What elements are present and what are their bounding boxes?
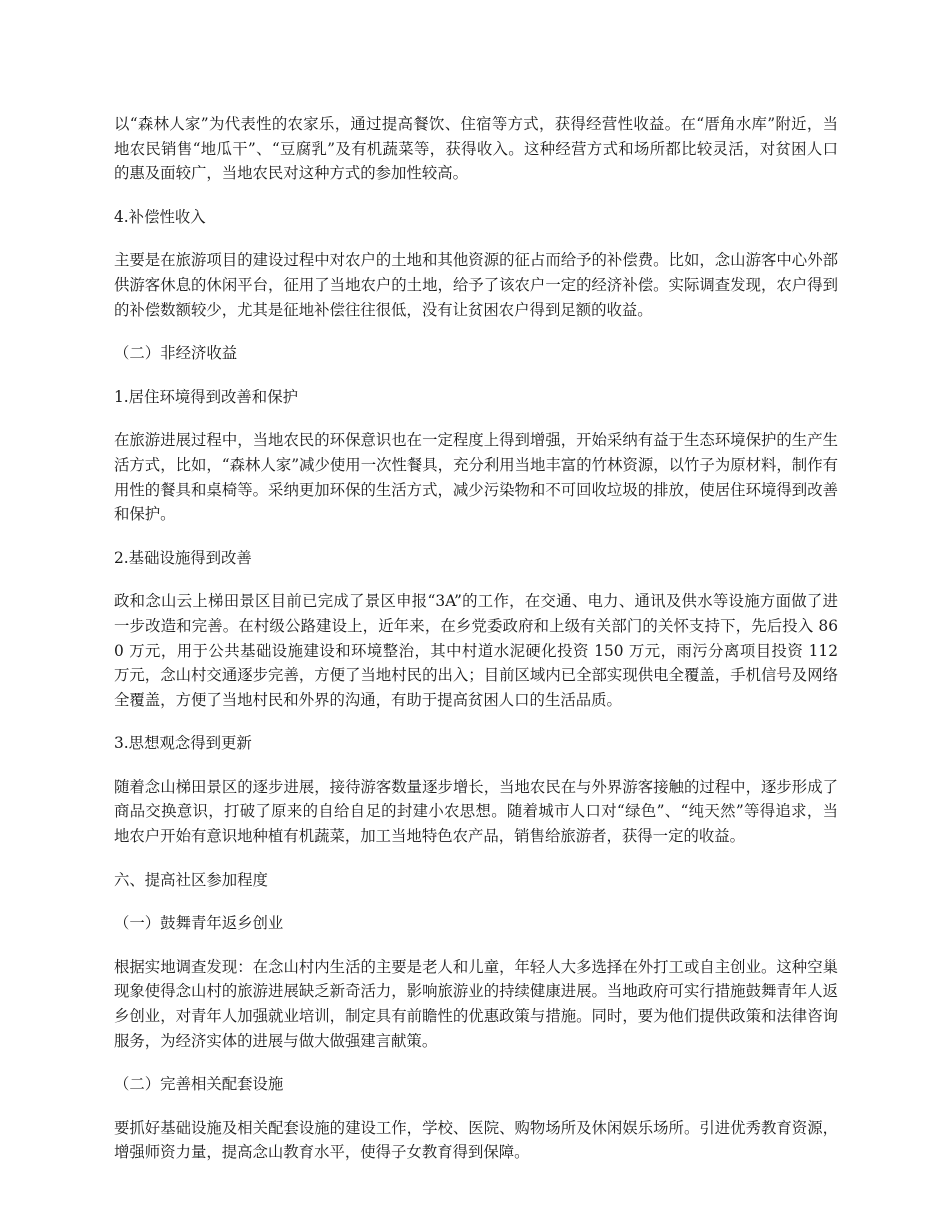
heading-community-participation: 六、提高社区参加程度 [114, 870, 268, 889]
paragraph-youth-return: 根据实地调查发现：在念山村内生活的主要是老人和儿童，年轻人大多选择在外打工或自主创业。这种空巢现象使得念山村的旅游进展缺乏新奇活力，影响旅游业的持续健康进展。当地政府可实行措施鼓舞青年人返乡创业，对青年人加强就业培训，制定具有前瞻性的优惠政策与措施。同时，要为他们提供政策和法律咨询服务，为经济实体的进展与做大做强建言献策。 [114, 957, 838, 1050]
paragraph-infrastructure: 政和念山云上梯田景区目前已完成了景区申报“3A”的工作，在交通、电力、通讯及供水等设施方面做了进一步改造和完善。在村级公路建设上，近年来，在乡党委政府和上级有关部门的关怀支持下，先后投入 860 万元，用于公共基础设施建设和环境整治，其中村道水泥硬化投资 150 万元，雨污分离项目投资 112 万元，念山村交通逐步完善，方便了当地村民的出入；目前区域内已全部实现供电全覆盖，手机信号及网络全覆盖，方便了当地村民和外界的沟通，有助于提高贫困人口的生活品质。 [114, 592, 838, 709]
paragraph-mindset-update: 随着念山梯田景区的逐步进展，接待游客数量逐步增长，当地农民在与外界游客接触的过程中，逐步形成了商品交换意识，打破了原来的自给自足的封建小农思想。随着城市人口对“绿色”、“纯天然”等得追求，当地农户开始有意识地种植有机蔬菜，加工当地特色农产品，销售给旅游者，获得一定的收益。 [114, 777, 838, 846]
heading-supporting-facilities: （二）完善相关配套设施 [114, 1075, 284, 1094]
heading-compensation-income: 4.补偿性收入 [114, 207, 206, 226]
paragraph-supporting-facilities: 要抓好基础设施及相关配套设施的建设工作，学校、医院、购物场所及休闲娱乐场所。引进优秀教育资源，增强师资力量，提高念山教育水平，使得子女教育得到保障。 [114, 1118, 838, 1162]
heading-non-economic-benefits: （二）非经济收益 [114, 344, 238, 363]
heading-mindset-update: 3.思想观念得到更新 [114, 734, 252, 753]
heading-living-environment: 1.居住环境得到改善和保护 [114, 387, 298, 406]
heading-infrastructure: 2.基础设施得到改善 [114, 548, 252, 567]
paragraph-compensation: 主要是在旅游项目的建设过程中对农户的土地和其他资源的征占而给予的补偿费。比如，念山游客中心外部供游客休息的休闲平台，征用了当地农户的土地，给予了该农户一定的经济补偿。实际调查发现，农户得到的补偿数额较少，尤其是征地补偿往往很低，没有让贫困农户得到足额的收益。 [114, 251, 838, 319]
heading-youth-return: （一）鼓舞青年返乡创业 [114, 914, 284, 933]
paragraph-agritourism-income: 以“森林人家”为代表性的农家乐，通过提高餐饮、住宿等方式，获得经营性收益。在“厝角水库”附近，当地农民销售“地瓜干”、“豆腐乳”及有机蔬菜等，获得收入。这种经营方式和场所都比较灵活，对贫困人口的惠及面较广，当地农民对这种方式的参加性较高。 [114, 115, 838, 183]
document-body [114, 112, 838, 1184]
paragraph-living-environment: 在旅游进展过程中，当地农民的环保意识也在一定程度上得到增强，开始采纳有益于生态环境保护的生产生活方式，比如，“森林人家”减少使用一次性餐具，充分利用当地丰富的竹林资源，以竹子为原材料，制作有用性的餐具和桌椅等。采纳更加环保的生活方式，减少污染物和不可回收垃圾的排放，使居住环境得到改善和保护。 [114, 431, 838, 524]
